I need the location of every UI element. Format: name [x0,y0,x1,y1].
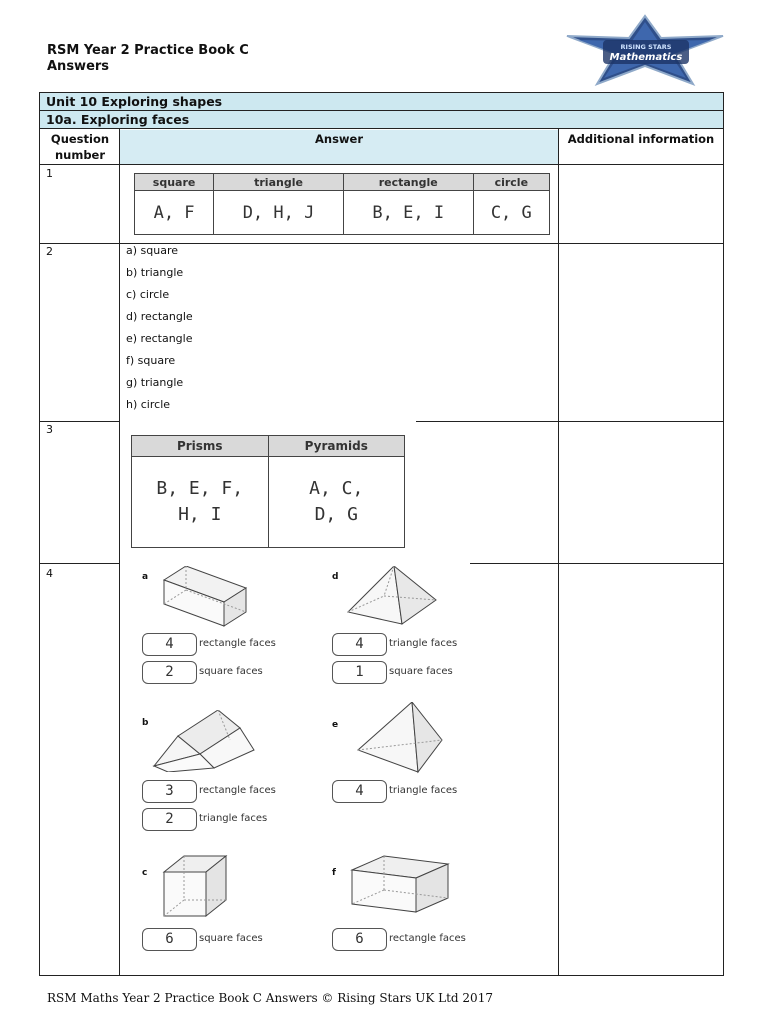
shape-c-label-1: square faces [199,933,263,944]
list-item: c) circle [126,288,170,301]
section-title: 10a. Exploring faces [40,111,723,129]
square-pyramid-icon [330,566,450,628]
shape-d-answer-2: 1 [332,661,387,684]
q1-header-circle: circle [473,174,549,191]
q1-answer-square: A, F [135,191,214,235]
question-number-1: 1 [46,167,53,180]
col-answer: Answer [314,132,364,146]
q1-answer-circle: C, G [473,191,549,235]
q3-prisms-answer [132,457,269,548]
page-footer: RSM Maths Year 2 Practice Book C Answers © Rising Stars UK Ltd 2017 [47,991,493,1005]
q1-answer-triangle: D, H, J [214,191,344,235]
title-line-2: Answers [47,59,110,74]
shape-b [140,710,270,772]
shape-c-answer-1: 6 [142,928,197,951]
shape-letter: b [142,718,149,728]
question-number-3: 3 [46,423,53,436]
shape-b-label-1: rectangle faces [199,785,276,796]
shape-d [330,566,450,628]
shape-b-answer-1: 3 [142,780,197,803]
shape-b-label-2: triangle faces [199,813,268,824]
shape-letter: f [332,868,336,878]
q3-pyramids-answer [268,457,405,548]
list-item: f) square [126,354,176,367]
logo-text-bottom: Mathematics [609,52,683,63]
q3-prisms-pyramids-table [131,435,405,548]
list-item: h) circle [126,398,171,411]
shape-a-label-2: square faces [199,666,263,677]
q1-header-rectangle: rectangle [343,174,473,191]
list-item: b) triangle [126,266,184,279]
list-item: a) square [126,244,179,257]
clip-mask [120,418,416,424]
shape-c [140,854,250,920]
question-number-2: 2 [46,245,53,258]
col-question-number: Question number [50,132,110,162]
shape-d-answer-1: 4 [332,633,387,656]
shape-f-answer-1: 6 [332,928,387,951]
title-line-1: RSM Year 2 Practice Book C [47,43,249,58]
list-item: g) triangle [126,376,184,389]
shape-d-label-2: square faces [389,666,453,677]
unit-title: Unit 10 Exploring shapes [40,93,723,111]
q3-header-prisms: Prisms [132,436,269,457]
triangular-pyramid-icon [330,702,450,774]
divider [40,164,723,165]
prisms-line-2: H, I [178,504,222,525]
rising-stars-logo [563,14,728,86]
shape-f [330,854,460,918]
cuboid-icon [140,566,260,630]
q1-answer-rectangle: B, E, I [343,191,473,235]
q1-shape-table [134,173,550,235]
cube-icon [140,854,250,920]
prisms-line-1: B, E, F, [156,478,244,499]
logo-text-top: RISING STARS [620,43,672,51]
shape-f-label-1: rectangle faces [389,933,466,944]
shape-b-answer-2: 2 [142,808,197,831]
shape-letter: c [142,868,148,878]
document-title [47,43,249,75]
pyramids-line-1: A, C, [309,478,364,499]
divider [558,129,559,976]
q3-header-pyramids: Pyramids [268,436,405,457]
shape-a-answer-1: 4 [142,633,197,656]
list-item: d) rectangle [126,310,193,323]
shape-e-label-1: triangle faces [389,785,458,796]
shape-e [330,702,450,774]
shape-letter: d [332,572,339,582]
shape-a-answer-2: 2 [142,661,197,684]
shape-d-label-1: triangle faces [389,638,458,649]
pyramids-line-2: D, G [314,504,358,525]
divider [119,129,120,976]
question-number-4: 4 [46,567,53,580]
shape-letter: a [142,572,149,582]
triangular-prism-icon [140,710,270,772]
q1-header-square: square [135,174,214,191]
col-additional-info: Additional information [567,132,715,146]
q1-header-triangle: triangle [214,174,344,191]
cuboid-icon [330,854,460,918]
shape-e-answer-1: 4 [332,780,387,803]
list-item: e) rectangle [126,332,193,345]
shape-letter: e [332,720,339,730]
shape-a-label-1: rectangle faces [199,638,276,649]
q2-answer-list [126,240,193,416]
shape-a [140,566,260,630]
